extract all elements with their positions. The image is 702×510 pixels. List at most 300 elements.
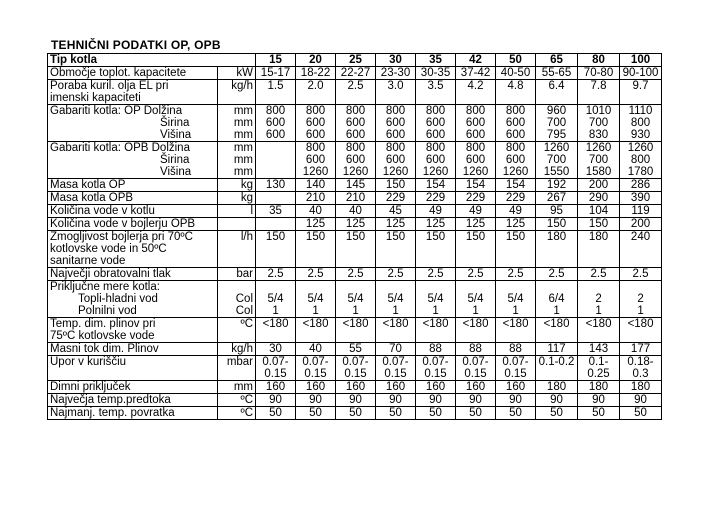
table-cell-line: 1 <box>312 305 319 317</box>
row-unit-line: mm <box>233 117 254 129</box>
row-label-line: sanitarne vode <box>50 255 126 267</box>
table-row <box>48 179 662 192</box>
table-cell-line: 795 <box>546 129 567 141</box>
row-unit <box>218 67 256 80</box>
table-cell: <180 <box>256 318 296 343</box>
table-cell-line: 5/4 <box>507 293 524 305</box>
table-cell-line <box>258 142 293 154</box>
table-cell-line: 600 <box>465 117 486 129</box>
row-label-line: Gabariti kotla: OPB Dolžina <box>50 142 190 154</box>
table-cell <box>416 142 456 179</box>
table-cell: 30-35 <box>416 67 456 80</box>
table-cell-line: 5/4 <box>347 293 364 305</box>
table-cell <box>256 356 296 381</box>
table-cell-line: 700 <box>546 117 567 129</box>
row-unit <box>218 179 256 192</box>
row-unit-line: kg/h <box>231 80 254 92</box>
table-cell: 160 <box>376 381 416 394</box>
row-label-line: Najmanj. temp. povratka <box>50 407 175 419</box>
row-label-line: Gabariti kotla: OP Dolžina <box>50 105 183 117</box>
table-row <box>48 318 662 343</box>
table-cell-line <box>622 281 659 293</box>
table-cell-line: 5/4 <box>467 293 484 305</box>
row-unit <box>218 318 256 343</box>
row-unit <box>218 281 256 318</box>
table-cell: 290 <box>578 192 620 205</box>
row-label-line: Masa kotla OP <box>50 179 126 191</box>
spec-table-body <box>48 54 662 420</box>
table-cell <box>620 356 662 381</box>
table-cell-line: 600 <box>305 129 326 141</box>
table-cell: 88 <box>496 343 536 356</box>
table-cell-line: 0.15 <box>344 368 367 380</box>
table-cell: 154 <box>456 179 496 192</box>
row-unit-line: kg <box>240 192 254 204</box>
table-cell: 150 <box>578 218 620 231</box>
table-cell: 90 <box>620 394 662 407</box>
table-cell-line <box>258 281 293 293</box>
table-cell: 90 <box>578 394 620 407</box>
table-cell: 154 <box>416 179 456 192</box>
table-cell-line: 830 <box>588 129 609 141</box>
table-cell <box>578 281 620 318</box>
table-cell-line: 1 <box>392 305 399 317</box>
table-cell <box>376 142 416 179</box>
table-cell-line <box>538 281 575 293</box>
table-cell: <180 <box>496 318 536 343</box>
table-cell-line: 600 <box>465 154 486 166</box>
row-unit <box>218 268 256 281</box>
table-cell <box>496 105 536 142</box>
table-cell-line: 600 <box>305 154 326 166</box>
row-label-line: Polnilni vod <box>78 305 137 317</box>
row-label-line: Količina vode v bojlerju OPB <box>50 218 196 230</box>
table-cell-line: 1 <box>595 305 602 317</box>
row-label-line: Upor v kuriščiu <box>50 356 127 368</box>
table-cell-line: 1 <box>432 305 439 317</box>
spec-table <box>47 53 662 420</box>
table-cell: 2.0 <box>296 80 336 105</box>
row-label <box>48 231 218 268</box>
row-unit-line: mm <box>233 105 254 117</box>
table-cell: 3.0 <box>376 80 416 105</box>
table-cell: 130 <box>256 179 296 192</box>
table-cell-line <box>338 281 373 293</box>
table-cell: 50 <box>336 407 376 420</box>
row-label-line: Temp. dim. plinov pri <box>50 318 156 330</box>
row-unit-line: ºC <box>240 407 254 419</box>
table-cell: 154 <box>496 179 536 192</box>
table-cell-line: 0.15 <box>304 368 327 380</box>
table-cell-line: 5/4 <box>427 293 444 305</box>
table-cell: 125 <box>376 218 416 231</box>
table-cell: 150 <box>536 218 578 231</box>
table-cell-line: 0.07- <box>422 356 449 368</box>
table-cell-line: 1260 <box>382 166 409 178</box>
table-cell-line <box>538 368 575 380</box>
table-cell <box>296 356 336 381</box>
table-cell <box>456 356 496 381</box>
table-cell: 180 <box>578 231 620 268</box>
table-cell: 200 <box>578 179 620 192</box>
table-cell-line: 700 <box>588 117 609 129</box>
table-cell: 177 <box>620 343 662 356</box>
table-cell: 229 <box>376 192 416 205</box>
header-col: 100 <box>620 54 662 67</box>
table-cell-line <box>298 281 333 293</box>
row-label-line: Poraba kuril. olja EL pri <box>50 80 169 92</box>
table-cell: 23-30 <box>376 67 416 80</box>
header-col: 25 <box>336 54 376 67</box>
row-label-line: Višina <box>160 129 192 141</box>
table-cell-line: 0.07- <box>382 356 409 368</box>
row-unit-line: kg <box>240 179 254 191</box>
row-label-line: 75ºC kotlovske vode <box>50 330 155 342</box>
table-cell-line: 1260 <box>462 166 489 178</box>
table-cell <box>620 281 662 318</box>
table-cell: 2.5 <box>620 268 662 281</box>
table-cell: 90 <box>536 394 578 407</box>
table-cell-line: 1260 <box>627 142 654 154</box>
table-cell: 143 <box>578 343 620 356</box>
table-cell: 18-22 <box>296 67 336 80</box>
table-cell-line: 600 <box>385 129 406 141</box>
table-cell-line: 600 <box>505 129 526 141</box>
row-unit-line: mm <box>233 166 254 178</box>
row-unit-line: Col <box>235 293 254 305</box>
table-cell-line: 0.07- <box>262 356 289 368</box>
table-cell-line: 1260 <box>302 166 329 178</box>
table-row <box>48 356 662 381</box>
row-label <box>48 318 218 343</box>
table-cell: 30 <box>256 343 296 356</box>
table-cell-line: 800 <box>630 154 651 166</box>
table-cell: 229 <box>416 192 456 205</box>
table-cell: 22-27 <box>336 67 376 80</box>
row-label-line: Največja temp.predtoka <box>50 394 171 406</box>
table-cell: 95 <box>536 205 578 218</box>
row-label <box>48 343 218 356</box>
table-cell <box>336 356 376 381</box>
row-unit <box>218 192 256 205</box>
row-unit-line: kW <box>236 67 254 79</box>
table-cell: 160 <box>296 381 336 394</box>
table-cell: 150 <box>456 231 496 268</box>
table-cell: <180 <box>336 318 376 343</box>
table-cell-line: 800 <box>630 117 651 129</box>
table-cell <box>536 281 578 318</box>
table-cell-line: 600 <box>345 117 366 129</box>
row-unit-line: mm <box>233 129 254 141</box>
table-row <box>48 205 662 218</box>
table-cell-line: 0.15 <box>464 368 487 380</box>
table-cell-line: 800 <box>465 142 486 154</box>
table-cell-line: 800 <box>385 105 406 117</box>
table-cell-line: 600 <box>265 129 286 141</box>
row-unit-line: ºC <box>240 318 254 330</box>
row-unit <box>218 231 256 268</box>
table-cell: 49 <box>456 205 496 218</box>
row-unit <box>218 105 256 142</box>
table-cell-line: 5/4 <box>267 293 284 305</box>
table-cell <box>256 281 296 318</box>
table-cell: 150 <box>256 231 296 268</box>
table-cell: 210 <box>296 192 336 205</box>
table-cell-line: 0.07- <box>302 356 329 368</box>
table-cell-line: 600 <box>385 117 406 129</box>
row-unit-line: Col <box>235 305 254 317</box>
table-cell: 180 <box>620 381 662 394</box>
row-label-line: Največji obratovalni tlak <box>50 268 171 280</box>
table-cell: 180 <box>536 381 578 394</box>
table-cell: 125 <box>456 218 496 231</box>
table-cell-line: 1 <box>637 305 644 317</box>
header-col: 30 <box>376 54 416 67</box>
table-row <box>48 231 662 268</box>
table-cell-line: 600 <box>425 129 446 141</box>
table-cell-line: 600 <box>265 117 286 129</box>
row-label <box>48 179 218 192</box>
table-cell-line: 1260 <box>585 142 612 154</box>
table-cell: 2.5 <box>416 268 456 281</box>
table-cell: 88 <box>416 343 456 356</box>
table-cell: 70 <box>376 343 416 356</box>
row-unit-line: ºC <box>240 394 254 406</box>
table-cell-line <box>258 154 293 166</box>
header-col: 35 <box>416 54 456 67</box>
table-cell-line: 0.07- <box>502 356 529 368</box>
table-cell: 150 <box>416 231 456 268</box>
table-row <box>48 381 662 394</box>
header-row <box>48 54 662 67</box>
table-cell: 9.7 <box>620 80 662 105</box>
table-cell-line: 1 <box>553 305 560 317</box>
table-cell-line: 800 <box>505 142 526 154</box>
table-cell: 90 <box>456 394 496 407</box>
table-cell <box>620 142 662 179</box>
table-cell <box>456 142 496 179</box>
row-label-line: Območje toplot. kapacitete <box>50 67 187 79</box>
table-cell: 40 <box>296 205 336 218</box>
header-label: Tip kotla <box>48 54 256 67</box>
table-cell: 90 <box>496 394 536 407</box>
table-cell: 145 <box>336 179 376 192</box>
row-unit-line: l <box>250 205 254 217</box>
row-unit <box>218 142 256 179</box>
table-cell-line <box>378 281 413 293</box>
table-cell-line: 0.1- <box>588 356 609 368</box>
row-label-line: Zmogljivost bojlerja pri 70ºC <box>50 231 193 243</box>
table-cell <box>376 281 416 318</box>
row-label-line: imenski kapaciteti <box>50 92 141 104</box>
table-cell: 192 <box>536 179 578 192</box>
table-cell <box>256 192 296 205</box>
table-cell: 160 <box>336 381 376 394</box>
table-cell-line: 800 <box>345 142 366 154</box>
table-cell-line: 700 <box>546 154 567 166</box>
table-cell: 50 <box>578 407 620 420</box>
table-cell-line: 800 <box>305 142 326 154</box>
row-unit-line: mm <box>233 381 254 393</box>
row-unit-line: bar <box>236 268 254 280</box>
table-cell <box>536 356 578 381</box>
table-cell: 90-100 <box>620 67 662 80</box>
table-cell: 390 <box>620 192 662 205</box>
table-cell-line: 600 <box>385 154 406 166</box>
table-row <box>48 80 662 105</box>
table-cell: 125 <box>496 218 536 231</box>
table-cell-line <box>580 281 617 293</box>
row-label <box>48 105 218 142</box>
row-label <box>48 281 218 318</box>
table-row <box>48 105 662 142</box>
page-title: TEHNIČNI PODATKI OP, OPB <box>51 38 221 52</box>
row-label <box>48 356 218 381</box>
table-cell-line: 5/4 <box>307 293 324 305</box>
row-label-line: Širina <box>160 117 190 129</box>
header-col: 20 <box>296 54 336 67</box>
row-label-line: Priključne mere kotla: <box>50 281 160 293</box>
table-cell <box>456 281 496 318</box>
table-cell: 45 <box>376 205 416 218</box>
table-cell: 55 <box>336 343 376 356</box>
table-row <box>48 407 662 420</box>
table-cell-line: 6/4 <box>548 293 565 305</box>
table-cell: 229 <box>456 192 496 205</box>
table-cell: 2.5 <box>536 268 578 281</box>
table-cell: 50 <box>376 407 416 420</box>
table-cell: 2.5 <box>376 268 416 281</box>
row-unit <box>218 407 256 420</box>
table-cell: 88 <box>456 343 496 356</box>
table-cell: 125 <box>296 218 336 231</box>
table-cell-line: 600 <box>505 154 526 166</box>
row-label <box>48 218 218 231</box>
table-cell-line: 1 <box>272 305 279 317</box>
table-cell: 2.5 <box>496 268 536 281</box>
row-label-line: kotlovske vode in 50ºC <box>50 243 167 255</box>
table-cell: 125 <box>336 218 376 231</box>
row-unit <box>218 205 256 218</box>
table-cell-line: 600 <box>345 154 366 166</box>
table-cell: 90 <box>416 394 456 407</box>
table-cell-line: 0.15 <box>504 368 527 380</box>
table-cell <box>578 142 620 179</box>
row-unit-line: mm <box>233 154 254 166</box>
table-row <box>48 394 662 407</box>
table-cell <box>336 142 376 179</box>
table-cell: 50 <box>456 407 496 420</box>
table-cell-line: 1 <box>352 305 359 317</box>
row-unit <box>218 394 256 407</box>
table-cell: 117 <box>536 343 578 356</box>
table-cell: 150 <box>376 231 416 268</box>
row-unit-line: kg/h <box>231 343 254 355</box>
table-cell-line: 0.15 <box>424 368 447 380</box>
table-cell-line: 0.15 <box>264 368 287 380</box>
table-cell: <180 <box>456 318 496 343</box>
table-cell <box>256 105 296 142</box>
table-row <box>48 218 662 231</box>
table-cell-line: 0.3 <box>632 368 649 380</box>
row-label <box>48 394 218 407</box>
table-cell: 37-42 <box>456 67 496 80</box>
table-cell-line: 0.07- <box>462 356 489 368</box>
row-label <box>48 67 218 80</box>
table-cell: 49 <box>496 205 536 218</box>
table-cell: 50 <box>496 407 536 420</box>
table-cell: 160 <box>456 381 496 394</box>
table-row <box>48 268 662 281</box>
table-cell-line: 5/4 <box>387 293 404 305</box>
table-cell: 40 <box>296 343 336 356</box>
table-cell <box>416 356 456 381</box>
table-cell: 50 <box>416 407 456 420</box>
header-col: 42 <box>456 54 496 67</box>
table-cell: 267 <box>536 192 578 205</box>
table-cell: 50 <box>620 407 662 420</box>
table-cell: 1.5 <box>256 80 296 105</box>
table-row <box>48 343 662 356</box>
table-cell-line: 1010 <box>585 105 612 117</box>
row-label-line: Višina <box>160 166 192 178</box>
table-cell <box>296 281 336 318</box>
table-cell: 90 <box>256 394 296 407</box>
table-cell-line: 600 <box>425 117 446 129</box>
table-cell-line <box>258 166 293 178</box>
table-cell-line: 1260 <box>422 166 449 178</box>
table-cell: 40 <box>336 205 376 218</box>
table-cell: 55-65 <box>536 67 578 80</box>
table-cell: 2.5 <box>336 80 376 105</box>
table-cell-line: 2 <box>637 293 644 305</box>
table-cell: 150 <box>336 231 376 268</box>
table-cell <box>536 142 578 179</box>
row-unit <box>218 356 256 381</box>
row-unit <box>218 80 256 105</box>
row-label <box>48 205 218 218</box>
table-cell <box>296 105 336 142</box>
table-cell: <180 <box>536 318 578 343</box>
table-cell <box>496 281 536 318</box>
table-cell-line: 1780 <box>627 166 654 178</box>
table-cell-line: 800 <box>385 142 406 154</box>
table-cell <box>456 105 496 142</box>
table-cell: 2.5 <box>456 268 496 281</box>
row-unit-line: mbar <box>226 356 254 368</box>
row-unit-line: mm <box>233 142 254 154</box>
table-cell: 180 <box>536 231 578 268</box>
header-col: 15 <box>256 54 296 67</box>
table-cell <box>376 356 416 381</box>
header-col: 80 <box>578 54 620 67</box>
table-cell <box>496 142 536 179</box>
table-cell <box>376 105 416 142</box>
table-cell: 119 <box>620 205 662 218</box>
table-cell: 90 <box>296 394 336 407</box>
table-cell: 210 <box>336 192 376 205</box>
table-cell: 2.5 <box>296 268 336 281</box>
row-label <box>48 407 218 420</box>
table-cell <box>578 356 620 381</box>
table-cell-line: 600 <box>505 117 526 129</box>
table-cell: 150 <box>376 179 416 192</box>
table-cell-line: 800 <box>465 105 486 117</box>
table-cell-line: 1260 <box>342 166 369 178</box>
table-cell: 50 <box>536 407 578 420</box>
table-cell: 70-80 <box>578 67 620 80</box>
table-row <box>48 192 662 205</box>
